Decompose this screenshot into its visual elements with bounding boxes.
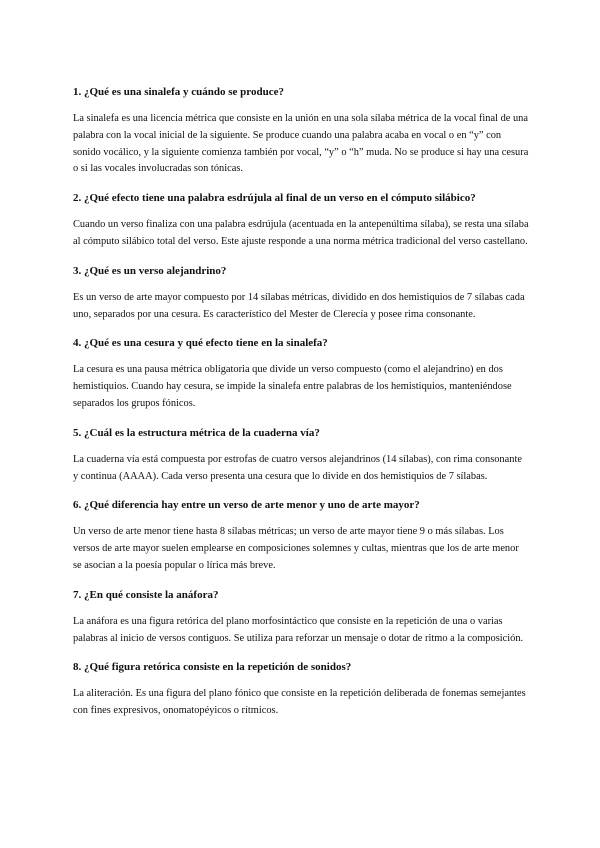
document-page	[73, 84, 529, 732]
answer-5-paragraph: La cuaderna vía está compuesta por estrofas de cuatro versos alejandrinos (14 sílabas), con rima consonante y continua (AAAA). Cada verso presenta una cesura que lo divide en dos hemistiquios de 7 sílabas.	[73, 453, 522, 482]
qa-item-5	[73, 425, 529, 486]
qa-item-8	[73, 659, 529, 720]
qa-item-3	[73, 263, 529, 324]
answer-4-paragraph: La cesura es una pausa métrica obligatoria que divide un verso compuesto (como el alejandrino) en dos hemistiquios. Cuando hay cesura, se impide la sinalefa entre palabras de los hemistiquios, manteniéndose separados los grupos fónicos.	[73, 364, 512, 409]
qa-item-6	[73, 497, 529, 574]
qa-item-4	[73, 335, 529, 412]
question-6-heading: 6. ¿Qué diferencia hay entre un verso de arte menor y uno de arte mayor?	[73, 499, 420, 512]
question-8-heading: 8. ¿Qué figura retórica consiste en la repetición de sonidos?	[73, 661, 352, 674]
question-4-heading: 4. ¿Qué es una cesura y qué efecto tiene en la sinalefa?	[73, 337, 328, 350]
answer-2-paragraph: Cuando un verso finaliza con una palabra esdrújula (acentuada en la antepenúltima sílaba), se resta una sílaba al cómputo silábico total del verso. Este ajuste responde a una norma métrica tradicional del verso castellano.	[73, 219, 529, 247]
answer-1-paragraph: La sinalefa es una licencia métrica que consiste en la unión en una sola sílaba métrica de la vocal final de una palabra con la vocal inicial de la siguiente. Se produce cuando una palabra acaba en vocal o en “y” con sonido vocálico, y la siguiente comienza también por vocal, “y” o “h” muda. No se produce si hay una cesura o si las vocales involucradas son tónicas.	[73, 113, 529, 175]
question-5-heading: 5. ¿Cuál es la estructura métrica de la cuaderna vía?	[73, 426, 320, 439]
qa-item-1	[73, 84, 529, 178]
answer-8-paragraph: La aliteración. Es una figura del plano fónico que consiste en la repetición deliberada de fonemas semejantes con fines expresivos, onomatopéyicos o rítmicos.	[73, 688, 526, 717]
qa-item-2	[73, 190, 529, 251]
question-7-heading: 7. ¿En qué consiste la anáfora?	[73, 588, 219, 601]
answer-7-paragraph: La anáfora es una figura retórica del plano morfosintáctico que consiste en la repetición de una o varias palabras al inicio de versos contiguos. Se utiliza para reforzar un mensaje o dotar de ritmo a la composición.	[73, 615, 524, 644]
qa-item-7	[73, 587, 529, 648]
answer-6-paragraph: Un verso de arte menor tiene hasta 8 sílabas métricas; un verso de arte mayor tiene 9 o más sílabas. Los versos de arte mayor suelen emplearse en composiciones solemnes y cultas, mientras que los de arte menor se asocian a la poesía popular o lírica más breve.	[73, 526, 519, 571]
question-2-heading: 2. ¿Qué efecto tiene una palabra esdrújula al final de un verso en el cómputo silábico?	[73, 192, 476, 205]
question-1-heading: 1. ¿Qué es una sinalefa y cuándo se produce?	[73, 86, 284, 98]
question-3-heading: 3. ¿Qué es un verso alejandrino?	[73, 264, 227, 277]
answer-3-paragraph: Es un verso de arte mayor compuesto por 14 sílabas métricas, dividido en dos hemistiquios de 7 sílabas cada uno, separados por una cesura. Es característico del Mester de Clerecía y posee rima consonante.	[73, 291, 525, 320]
